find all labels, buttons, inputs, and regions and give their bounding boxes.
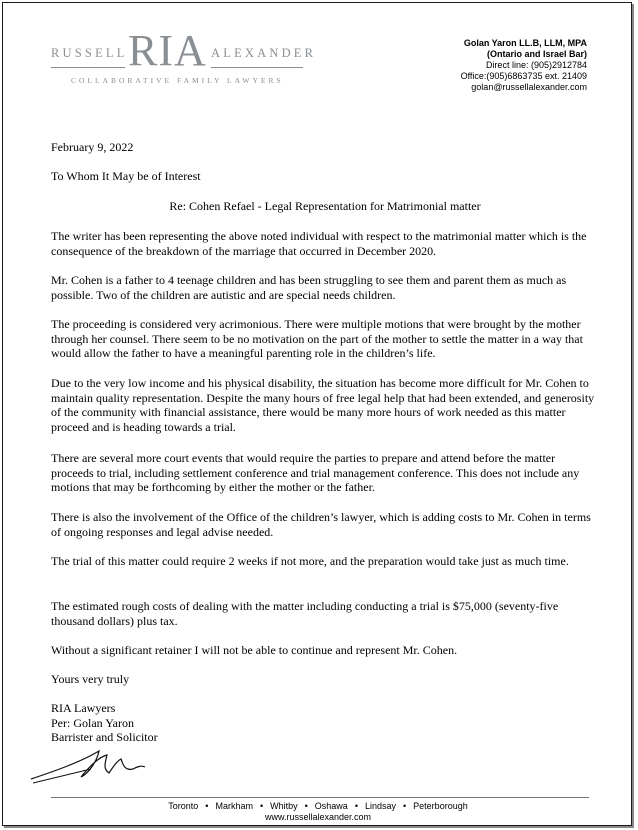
logo-word-right: ALEXANDER <box>211 46 317 60</box>
signatory-title: Barrister and Solicitor <box>51 730 158 744</box>
logo-rule-left <box>51 67 125 68</box>
signature-block <box>51 701 158 745</box>
footer-divider <box>51 797 589 798</box>
location-toronto: Toronto <box>168 801 199 811</box>
footer <box>3 801 632 823</box>
letter-date: February 9, 2022 <box>51 140 134 154</box>
letter-page <box>2 2 632 826</box>
direct-line: Direct line: (905)2912784 <box>485 60 587 70</box>
paragraph-8: The estimated rough costs of dealing with the matter including conducting a trial is $75,000 (seventy-five thousand dollars) plus tax. <box>51 599 559 628</box>
email-address: golan@russellalexander.com <box>471 82 587 92</box>
bullet-separator: • <box>354 801 358 811</box>
paragraph-9: Without a significant retainer I will not be able to continue and represent Mr. Cohen. <box>51 643 458 657</box>
firm-name: RIA Lawyers <box>51 701 116 715</box>
firm-logo <box>51 26 317 91</box>
paragraph-1: The writer has been representing the above noted individual with respect to the matrimonial matter which is the consequence of the breakdown of the marriage that occurred in December 2020. <box>51 229 587 258</box>
logo-rule-right <box>211 67 303 68</box>
office-locations <box>3 801 632 812</box>
paragraph-2: Mr. Cohen is a father to 4 teenage children and has been struggling to see them and parent them as much as possible. Two of the children are autistic and are special needs children. <box>51 273 567 302</box>
paragraph-4: Due to the very low income and his physical disability, the situation has become more difficult for Mr. Cohen to maintain quality representation. Despite the many hours of free legal help that had been extended, and generosity of the community with financial assistance, there would be many more hours of work needed as this matter proceed and is heading towards a trial. <box>51 376 595 434</box>
paragraph-7: The trial of this matter could require 2 weeks if not more, and the preparation would take just as much time. <box>51 554 569 568</box>
bullet-separator: • <box>403 801 407 811</box>
bullet-separator: • <box>304 801 308 811</box>
logo-monogram: RIA <box>128 26 207 75</box>
lawyer-name: Golan Yaron LL.B, LLM, MPA <box>463 38 587 48</box>
letter-closing: Yours very truly <box>51 672 130 686</box>
letter-subject: Re: Cohen Refael - Legal Representation for Matrimonial matter <box>169 199 481 213</box>
website-link[interactable]: www.russellalexander.com <box>264 812 372 822</box>
logo-tagline: COLLABORATIVE FAMILY LAWYERS <box>71 76 284 85</box>
signatory: Per: Golan Yaron <box>51 715 134 730</box>
location-lindsay: Lindsay <box>364 801 397 811</box>
bullet-separator: • <box>205 801 209 811</box>
office-phone: Office:(905)6863735 ext. 21409 <box>460 71 587 81</box>
paragraph-3: The proceeding is considered very acrimonious. There were multiple motions that were brought by the mother through her counsel. There seem to be no motivation on the part of the mother to settle the matter in a way that would allow the father to have a meaningful parenting role in the children’s life. <box>51 317 583 360</box>
paragraph-5: There are several more court events that would require the parties to prepare and attend before the matter proceeds to trial, including settlement conference and trial management conference. This does not include any motions that may be forthcoming by either the mother or the father. <box>51 451 580 494</box>
location-oshawa: Oshawa <box>314 801 348 811</box>
location-markham: Markham <box>215 801 253 811</box>
letter-salutation: To Whom It May be of Interest <box>51 169 201 183</box>
handwritten-signature <box>29 743 149 788</box>
bullet-separator: • <box>259 801 264 811</box>
location-whitby: Whitby <box>270 801 298 811</box>
bar-admission: (Ontario and Israel Bar) <box>486 49 587 59</box>
paragraph-6: There is also the involvement of the Office of the children’s lawyer, which is adding costs to Mr. Cohen in terms of ongoing responses and legal advise needed. <box>51 510 591 539</box>
location-peterborough: Peterborough <box>413 801 468 811</box>
logo-word-left: RUSSELL <box>51 46 128 60</box>
contact-block <box>461 38 587 93</box>
